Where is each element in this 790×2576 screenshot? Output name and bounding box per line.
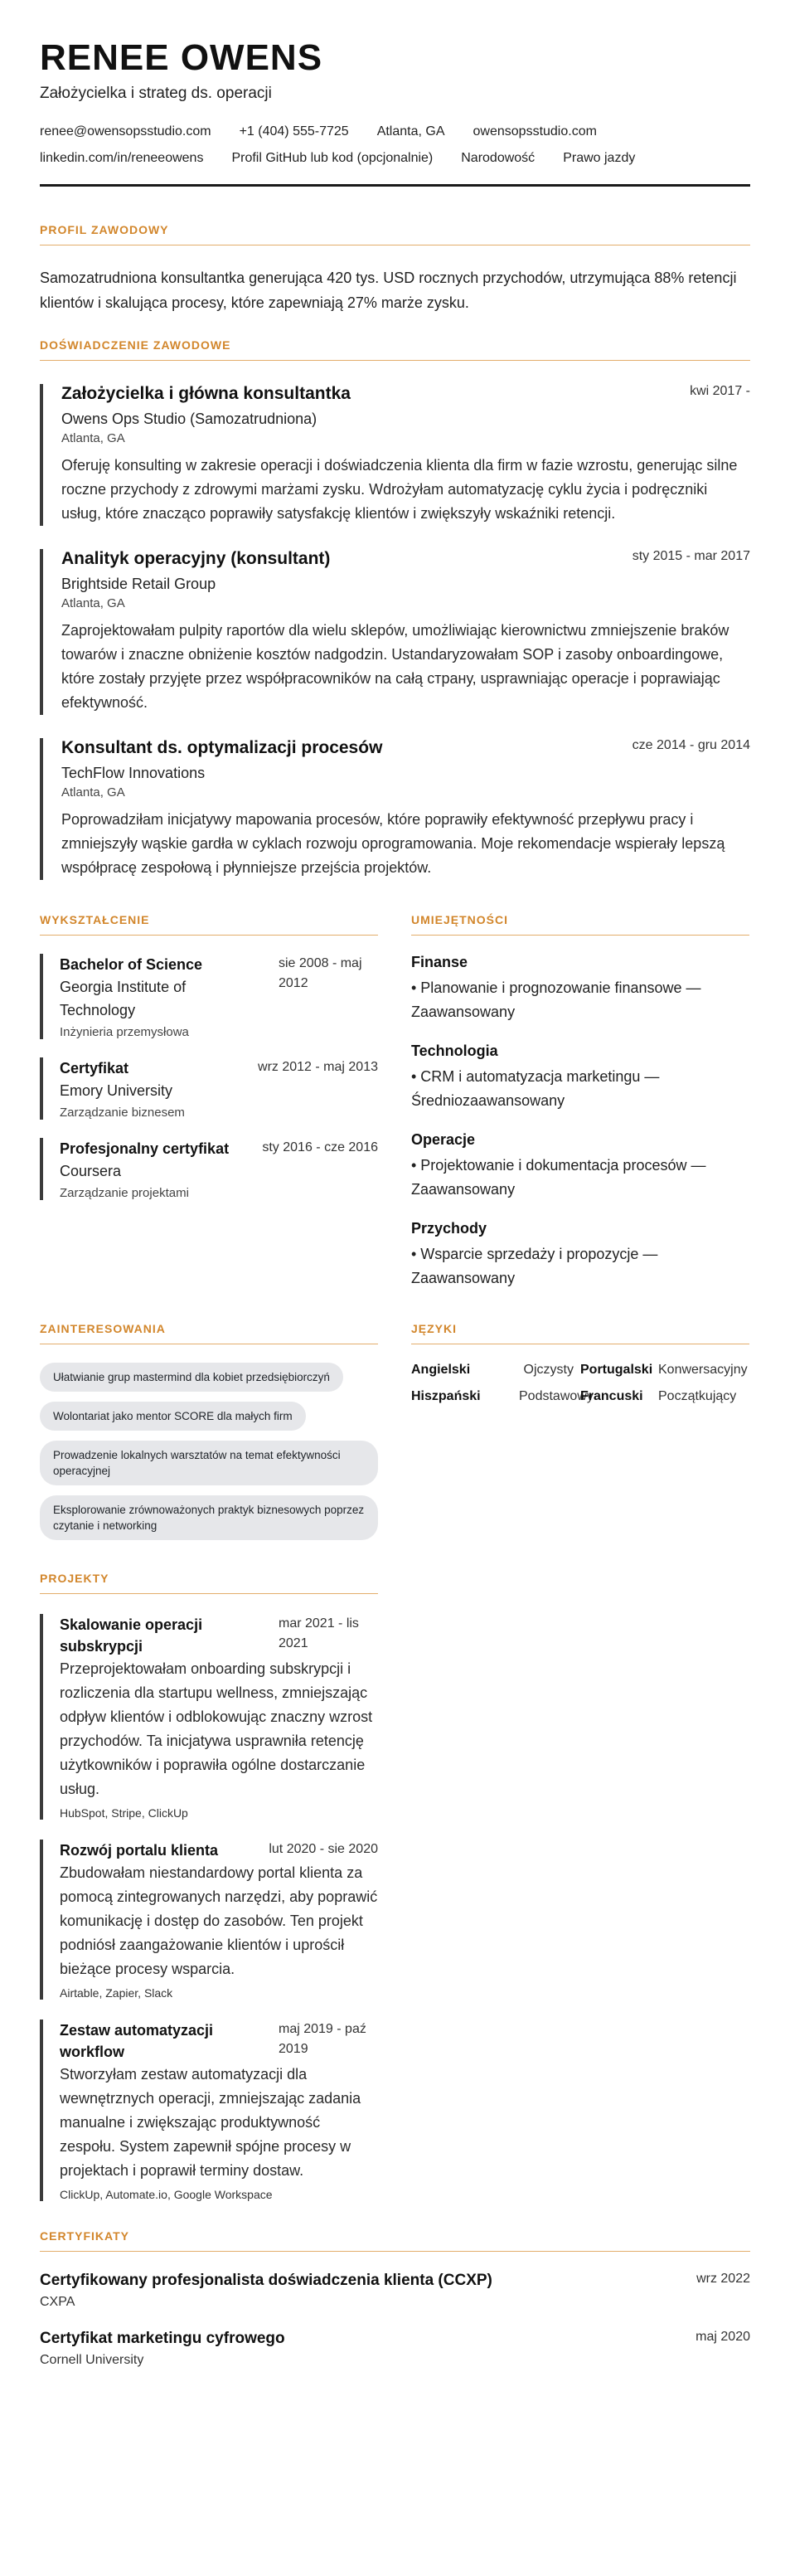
- education-school: Coursera: [60, 1163, 122, 1179]
- language-name: Francuski: [580, 1389, 643, 1403]
- interests-section: [40, 1322, 378, 1540]
- education-field: Inżynieria przemysłowa: [60, 1025, 189, 1039]
- language-level: Ojczysty: [523, 1363, 574, 1377]
- job-date: kwi 2017 -: [690, 384, 750, 398]
- education-field: Zarządzanie biznesem: [60, 1106, 185, 1120]
- job-company: Owens Ops Studio (Samozatrudniona): [61, 411, 317, 427]
- job-location: Atlanta, GA: [61, 596, 125, 610]
- education-degree: Bachelor of Science: [60, 956, 203, 973]
- header-divider: [40, 184, 750, 187]
- education-section: [40, 913, 378, 1290]
- project-description: Przeprojektowałam onboarding subskrypcji i rozliczenia dla startupu wellness, zmniejszając odpływ klientów i odblokowując znaczny wzrost przychodów. Ta inicjatywa usprawniła retencję użytkowników i poprawiła ogólne dostarczanie usług.: [60, 1660, 373, 1797]
- project-tech: ClickUp, Automate.io, Google Workspace: [60, 2188, 273, 2201]
- contact-location: Atlanta, GA: [376, 124, 445, 139]
- education-date: wrz 2012 - maj 2013: [258, 1060, 378, 1074]
- education-date: sty 2016 - cze 2016: [262, 1140, 378, 1154]
- language-level: Podstawowy: [519, 1389, 594, 1403]
- job-company: TechFlow Innovations: [61, 765, 206, 781]
- section-title: ZAINTERESOWANIA: [40, 1322, 378, 1344]
- certification-name: Certyfikat marketingu cyfrowego: [40, 2330, 285, 2347]
- profile-text: Samozatrudniona konsultantka generująca 420 tys. USD rocznych przychodów, utrzymująca 88% retencji klientów i skalująca procesy, które zapewniają 27% marże zysku.: [40, 270, 737, 311]
- job-date: cze 2014 - gru 2014: [632, 738, 750, 752]
- certification-date: wrz 2022: [696, 2272, 750, 2286]
- education-date: sie 2008 - maj 2012: [279, 956, 362, 990]
- section-title: WYKSZTAŁCENIE: [40, 913, 378, 936]
- interest-tag: Eksplorowanie zrównoważonych praktyk biznesowych poprzez czytanie i networking: [40, 1495, 378, 1540]
- project-entry: [40, 1840, 378, 2000]
- section-title: CERTYFIKATY: [40, 2229, 750, 2252]
- certifications-section: [40, 2229, 750, 2368]
- resume-header: [40, 0, 750, 187]
- projects-section: [40, 1572, 378, 2201]
- candidate-tagline: Założycielka i strateg ds. operacji: [40, 85, 272, 102]
- language-name: Angielski: [411, 1363, 471, 1377]
- job-title: Założycielka i główna konsultantka: [61, 384, 351, 403]
- skill-item: • CRM i automatyzacja marketingu — Średniozaawansowany: [411, 1068, 660, 1109]
- section-title: UMIEJĘTNOŚCI: [411, 913, 749, 936]
- interest-tag: Wolontariat jako mentor SCORE dla małych firm: [40, 1402, 306, 1431]
- education-school: Emory University: [60, 1082, 173, 1099]
- project-description: Zbudowałam niestandardowy portal klienta za pomocą zintegrowanych narzędzi, aby poprawić komunikację i dostęp do zasobów. Ten projekt podniósł zaangażowanie klientów i uprościł bieżące procesy wsparcia.: [60, 1864, 378, 1977]
- project-entry: [40, 2019, 378, 2201]
- job-entry: [40, 384, 750, 526]
- job-description: Oferuję konsulting w zakresie operacji i doświadczenia klienta dla firm w fazie wzrostu, generując silne roczne przychody z zdrowymi marżami zysku. Wdrożyłam automatyzację cyklu życia i podręczniki usług, które znacząco poprawiły satysfakcję klientów i zwiększyły wskaźniki retencji.: [61, 457, 738, 522]
- contact-phone: +1 (404) 555-7725: [239, 124, 349, 139]
- contact-list: [40, 124, 750, 166]
- language-name: Portugalski: [580, 1363, 653, 1377]
- education-entry: [40, 954, 378, 1039]
- language-list: [411, 1363, 749, 1404]
- certification-date: maj 2020: [695, 2330, 750, 2344]
- skill-category: Operacje: [411, 1131, 476, 1148]
- section-title: DOŚWIADCZENIE ZAWODOWE: [40, 338, 750, 361]
- project-tech: HubSpot, Stripe, ClickUp: [60, 1806, 188, 1820]
- profile-section: [40, 223, 750, 315]
- certification-name: Certyfikowany profesjonalista doświadczenia klienta (CCXP): [40, 2272, 492, 2289]
- contact-nationality: Narodowość: [461, 151, 536, 165]
- contact-website: owensopsstudio.com: [473, 124, 597, 139]
- skill-category: Przychody: [411, 1220, 487, 1237]
- interests-languages-row: [40, 1322, 750, 1540]
- project-tech: Airtable, Zapier, Slack: [60, 1986, 173, 2000]
- interest-tag: Ułatwianie grup mastermind dla kobiet przedsiębiorczyń: [40, 1363, 343, 1392]
- job-location: Atlanta, GA: [61, 431, 125, 445]
- job-title: Konsultant ds. optymalizacji procesów: [61, 738, 383, 757]
- education-field: Zarządzanie projektami: [60, 1186, 189, 1200]
- experience-section: [40, 338, 750, 880]
- education-entry: [40, 1138, 378, 1200]
- skill-category: Finanse: [411, 954, 468, 970]
- contact-driving-license: Prawo jazdy: [563, 151, 636, 165]
- education-entry: [40, 1057, 378, 1120]
- skill-item: • Planowanie i prognozowanie finansowe — Zaawansowany: [411, 979, 701, 1020]
- languages-section: [411, 1322, 749, 1540]
- project-date: lut 2020 - sie 2020: [269, 1842, 378, 1856]
- project-title: Rozwój portalu klienta: [60, 1842, 219, 1859]
- project-entry: [40, 1614, 378, 1820]
- job-title: Analityk operacyjny (konsultant): [61, 549, 331, 568]
- skill-item: • Wsparcie sprzedaży i propozycje — Zaawansowany: [411, 1246, 658, 1286]
- interest-tag: Prowadzenie lokalnych warsztatów na temat efektywności operacyjnej: [40, 1441, 378, 1485]
- contact-email: renee@owensopsstudio.com: [40, 124, 211, 139]
- job-description: Zaprojektowałam pulpity raportów dla wielu sklepów, umożliwiając kierownictwu zmniejszenie braków towarów i znaczne obniżenie kosztów nadgodzin. Ustandaryzowałam SOP i zasoby onboardingowe, które zostały przyjęte przez współpracowników na całą страну, usprawniając operacje i poprawiając efektywność.: [61, 622, 729, 711]
- skill-item: • Projektowanie i dokumentacja procesów — Zaawansowany: [411, 1157, 706, 1198]
- candidate-name: RENEE OWENS: [40, 37, 323, 78]
- skill-category: Technologia: [411, 1043, 498, 1059]
- certification-entry: [40, 2330, 750, 2368]
- language-level: Początkujący: [658, 1389, 737, 1403]
- project-date: maj 2019 - paź 2019: [279, 2022, 366, 2056]
- job-entry: [40, 738, 750, 880]
- contact-linkedin: linkedin.com/in/reneeowens: [40, 151, 204, 165]
- job-company: Brightside Retail Group: [61, 576, 216, 592]
- certification-org: Cornell University: [40, 2353, 144, 2367]
- job-location: Atlanta, GA: [61, 785, 125, 800]
- education-degree: Profesjonalny certyfikat: [60, 1140, 230, 1157]
- language-level: Konwersacyjny: [658, 1363, 748, 1377]
- education-skills-row: [40, 913, 750, 1290]
- section-title: PROFIL ZAWODOWY: [40, 223, 750, 245]
- section-title: PROJEKTY: [40, 1572, 378, 1594]
- project-date: mar 2021 - lis 2021: [279, 1616, 359, 1650]
- project-description: Stworzyłam zestaw automatyzacji dla wewnętrznych operacji, zmniejszając zadania manualne i zwiększając produktywność zespołu. System zapewnił spójne procesy w projektach i poprawił terminy dostaw.: [60, 2066, 361, 2179]
- job-description: Poprowadziłam inicjatywy mapowania procesów, które poprawiły efektywność przepływu pracy i zmniejszyły wąskie gardła w cyklach rozwoju oprogramowania. Moje rekomendacje wspierały lepszą współpracę zespołową i płynniejsze przejścia projektów.: [61, 811, 725, 876]
- section-title: JĘZYKI: [411, 1322, 749, 1344]
- certification-entry: [40, 2272, 750, 2310]
- certification-org: CXPA: [40, 2295, 75, 2309]
- language-name: Hiszpański: [411, 1389, 481, 1403]
- education-degree: Certyfikat: [60, 1060, 129, 1077]
- contact-github: Profil GitHub lub kod (opcjonalnie): [231, 151, 434, 165]
- skills-section: [411, 913, 749, 1290]
- project-title: Zestaw automatyzacji workflow: [60, 2022, 214, 2060]
- job-entry: [40, 549, 750, 715]
- project-title: Skalowanie operacji subskrypcji: [60, 1616, 203, 1655]
- education-school: Georgia Institute of Technology: [60, 979, 187, 1018]
- job-date: sty 2015 - mar 2017: [632, 549, 750, 563]
